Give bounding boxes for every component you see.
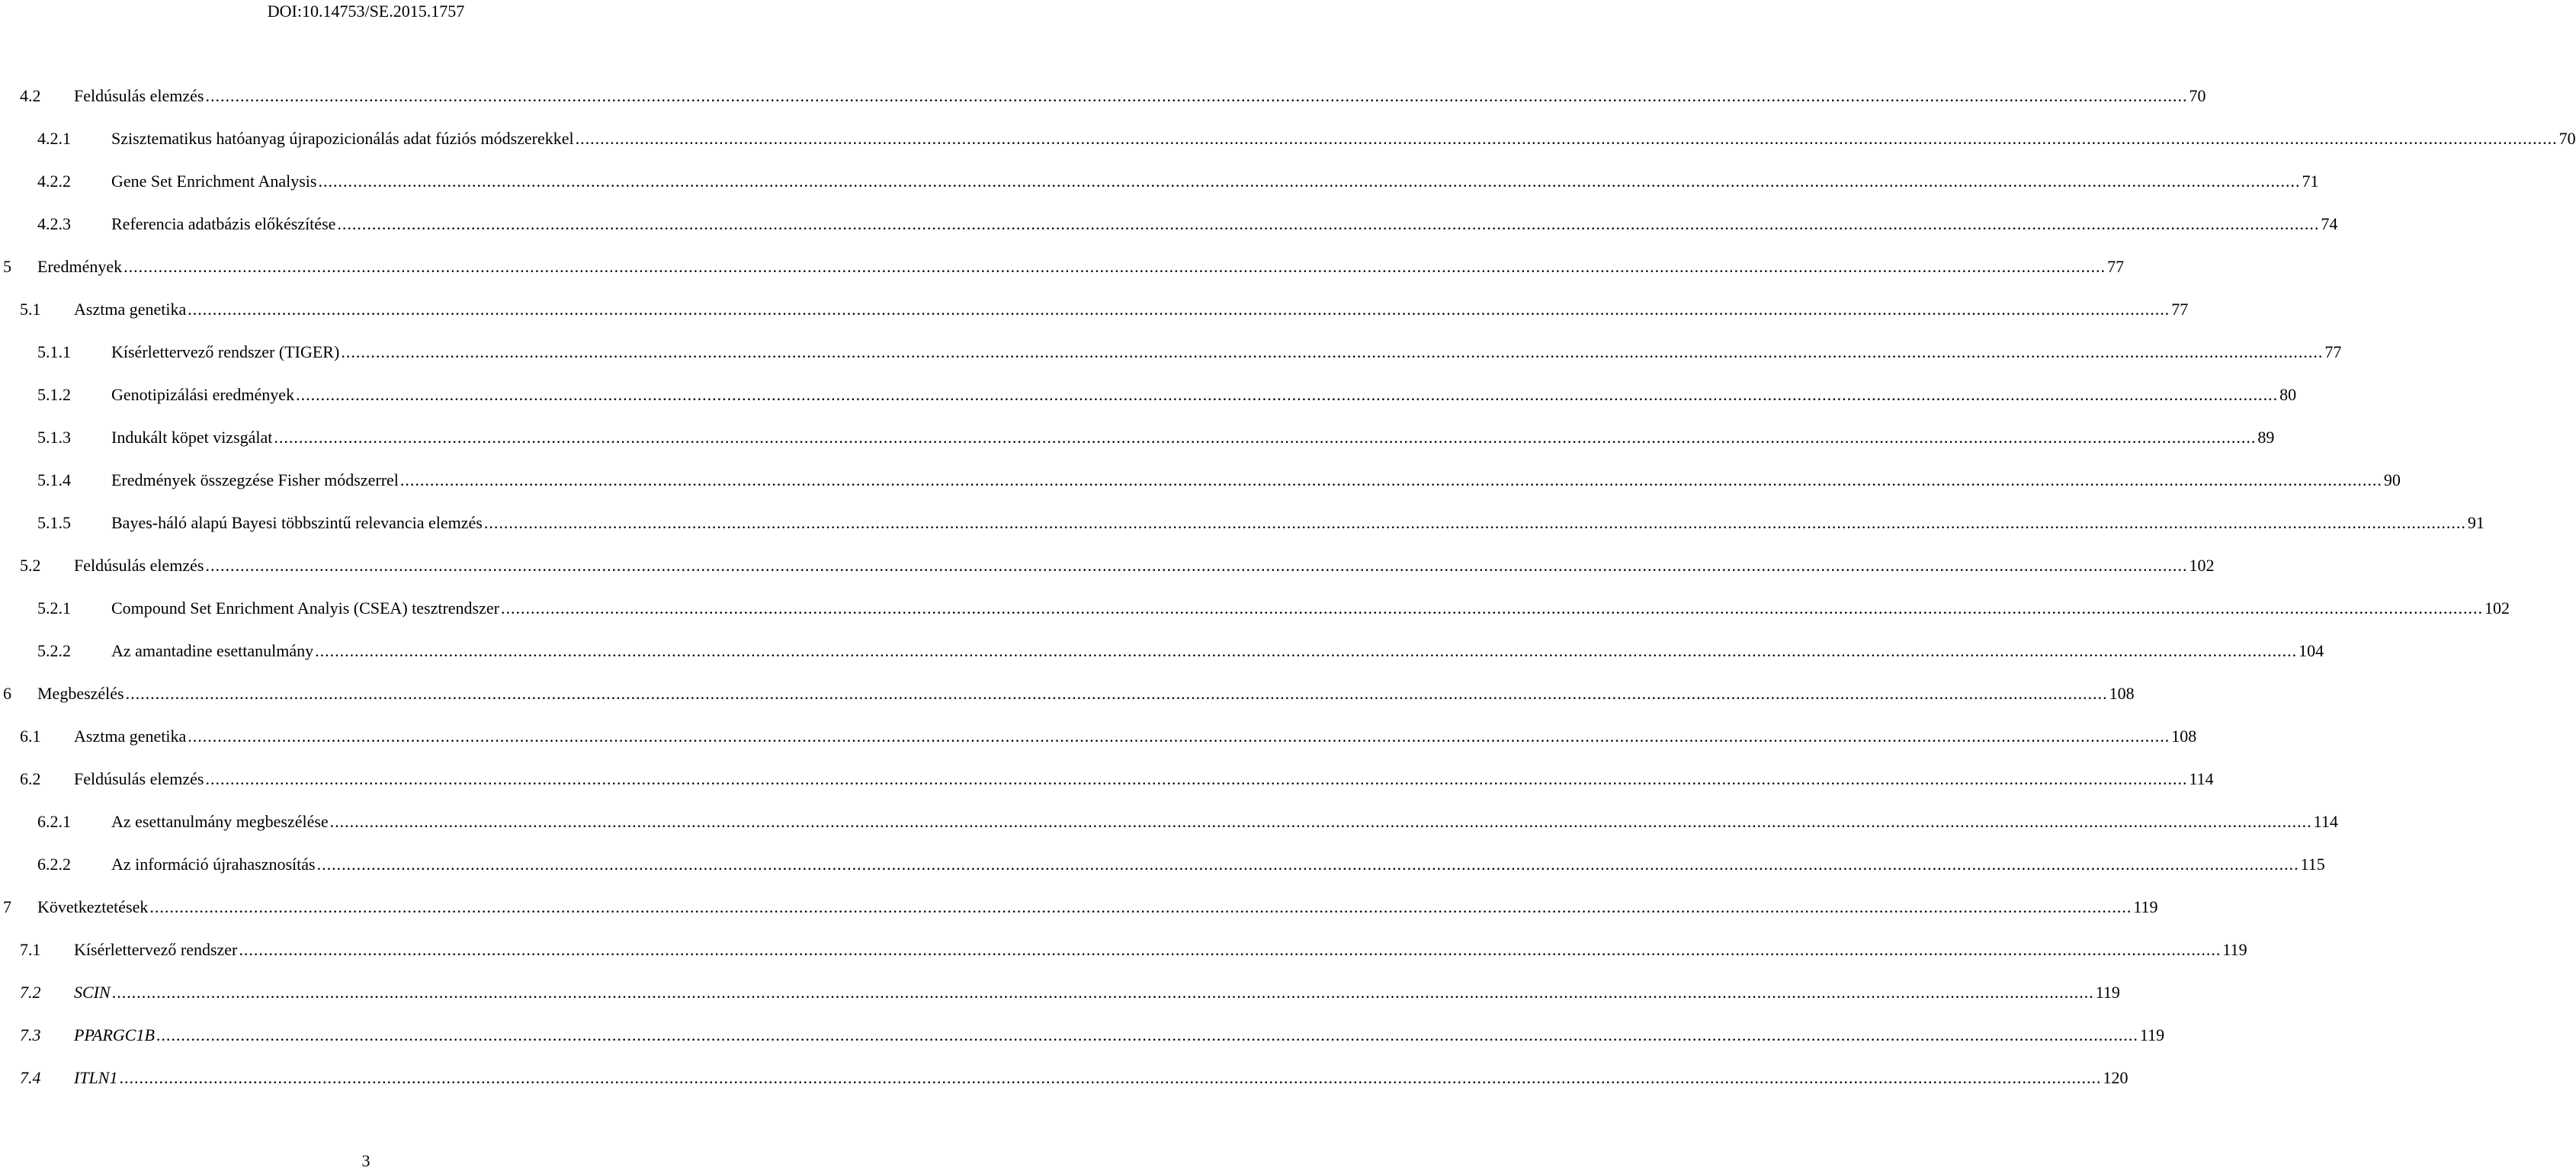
toc-entry-title[interactable]: Az információ újrahasznosítás	[111, 855, 316, 874]
toc-entry-title[interactable]: SCIN	[74, 983, 111, 1002]
toc-entry-title[interactable]: Asztma genetika	[74, 300, 187, 319]
dot-leader: ................................................................................................................................................................................................................................................................................................................................................................................................................	[399, 470, 2382, 489]
toc-entry[interactable]	[0, 672, 2135, 715]
toc-entry-line	[74, 929, 2247, 971]
toc-entry-page: 90	[2383, 470, 2401, 489]
toc-entry-line	[74, 75, 2206, 117]
toc-entry-page: 102	[2189, 556, 2215, 575]
toc-entry-number: 5.1.2	[37, 385, 71, 404]
toc-entry-page: 89	[2257, 428, 2275, 447]
toc-entry-title[interactable]: Indukált köpet vizsgálat	[111, 428, 273, 447]
doi-header: DOI:10.14753/SE.2015.1757	[267, 2, 465, 21]
toc-entry-line	[111, 843, 2325, 886]
toc-entry-page: 77	[2171, 300, 2189, 319]
toc-entry[interactable]	[0, 117, 2576, 160]
toc-entry-page: 77	[2107, 257, 2125, 276]
toc-entry[interactable]	[0, 886, 2158, 929]
toc-entry-line	[74, 715, 2197, 758]
toc-entry-number: 6.2.2	[37, 855, 71, 874]
toc-entry[interactable]	[0, 630, 2324, 672]
dot-leader: ................................................................................................................................................................................................................................................................................................................................................................................................................	[205, 556, 2188, 575]
toc-entry-line	[111, 160, 2319, 203]
toc-entry-title[interactable]: Referencia adatbázis előkészítése	[111, 214, 336, 233]
toc-entry[interactable]	[0, 1014, 2165, 1057]
toc-entry-line	[74, 758, 2214, 800]
toc-entry-title[interactable]: Eredmények összegzése Fisher módszerrel	[111, 470, 399, 489]
toc-entry[interactable]	[0, 800, 2338, 843]
toc-entry-number: 7.3	[20, 1025, 41, 1044]
toc-entry-title[interactable]: Feldúsulás elemzés	[74, 556, 204, 575]
toc-entry-number: 4.2	[20, 86, 41, 105]
toc-entry[interactable]	[0, 75, 2206, 117]
dot-leader: ................................................................................................................................................................................................................................................................................................................................................................................................................	[575, 129, 2558, 148]
toc-entry[interactable]	[0, 245, 2125, 288]
toc-entry-title[interactable]: Szisztematikus hatóanyag újrapozicionálás adat fúziós módszerekkel	[111, 129, 574, 148]
toc-entry[interactable]	[0, 374, 2297, 416]
toc-entry[interactable]	[0, 715, 2197, 758]
toc-entry-page: 70	[2558, 129, 2576, 148]
dot-leader: ................................................................................................................................................................................................................................................................................................................................................................................................................	[111, 983, 2094, 1002]
toc-entry-title[interactable]: Asztma genetika	[74, 727, 187, 746]
toc-entry-line	[111, 374, 2297, 416]
toc-entry[interactable]	[0, 288, 2189, 331]
toc-entry-number: 6.2.1	[37, 812, 71, 831]
dot-leader: ................................................................................................................................................................................................................................................................................................................................................................................................................	[316, 855, 2299, 874]
dot-leader: ................................................................................................................................................................................................................................................................................................................................................................................................................	[156, 1025, 2138, 1044]
toc-entry-title[interactable]: Gene Set Enrichment Analysis	[111, 172, 317, 191]
toc-entry[interactable]	[0, 971, 2120, 1014]
dot-leader: ................................................................................................................................................................................................................................................................................................................................................................................................................	[341, 342, 2324, 361]
dot-leader: ................................................................................................................................................................................................................................................................................................................................................................................................................	[483, 513, 2466, 532]
toc-entry-number: 7	[3, 897, 11, 916]
toc-entry-number: 6.1	[20, 727, 41, 746]
toc-entry-line	[74, 544, 2215, 587]
toc-entry-number: 5.1.1	[37, 342, 71, 361]
toc-entry-title[interactable]: Kísérlettervező rendszer (TIGER)	[111, 342, 340, 361]
toc-entry-line	[74, 288, 2189, 331]
toc-entry-number: 5.2.2	[37, 641, 71, 660]
toc-entry-line	[74, 1014, 2165, 1057]
toc-entry[interactable]	[0, 160, 2319, 203]
toc-entry-page: 115	[2300, 855, 2325, 874]
toc-entry-number: 5.1.4	[37, 470, 71, 489]
toc-entry-title[interactable]: PPARGC1B	[74, 1025, 155, 1044]
toc-entry-title[interactable]: Feldúsulás elemzés	[74, 769, 204, 788]
toc-entry-number: 4.2.3	[37, 214, 71, 233]
toc-entry-page: 77	[2324, 342, 2342, 361]
toc-entry[interactable]	[0, 758, 2214, 800]
dot-leader: ................................................................................................................................................................................................................................................................................................................................................................................................................	[274, 428, 2257, 447]
toc-entry-title[interactable]: Feldúsulás elemzés	[74, 86, 204, 105]
toc-entry-title[interactable]: Az esettanulmány megbeszélése	[111, 812, 329, 831]
dot-leader: ................................................................................................................................................................................................................................................................................................................................................................................................................	[337, 214, 2320, 233]
dot-leader: ................................................................................................................................................................................................................................................................................................................................................................................................................	[124, 257, 2106, 276]
toc-entry-title[interactable]: Eredmények	[37, 257, 123, 276]
toc-entry-line	[74, 1057, 2128, 1099]
toc-entry-number: 5.1	[20, 300, 41, 319]
toc-entry[interactable]	[0, 843, 2325, 886]
toc-entry-page: 120	[2103, 1068, 2128, 1087]
toc-entry-title[interactable]: Megbeszélés	[37, 684, 124, 703]
dot-leader: ................................................................................................................................................................................................................................................................................................................................................................................................................	[205, 86, 2188, 105]
toc-entry-number: 5.2.1	[37, 598, 71, 618]
dot-leader: ................................................................................................................................................................................................................................................................................................................................................................................................................	[205, 769, 2188, 788]
toc-entry-line	[111, 459, 2401, 502]
toc-entry-number: 6.2	[20, 769, 41, 788]
toc-entry-number: 6	[3, 684, 11, 703]
dot-leader: ................................................................................................................................................................................................................................................................................................................................................................................................................	[239, 940, 2222, 959]
dot-leader: ................................................................................................................................................................................................................................................................................................................................................................................................................	[500, 598, 2483, 618]
dot-leader: ................................................................................................................................................................................................................................................................................................................................................................................................................	[119, 1068, 2102, 1087]
toc-entry-number: 7.2	[20, 983, 41, 1002]
toc-entry-title[interactable]: ITLN1	[74, 1068, 118, 1087]
toc-entry[interactable]	[0, 203, 2338, 245]
toc-entry-title[interactable]: Az amantadine esettanulmány	[111, 641, 314, 660]
toc-entry-page: 104	[2299, 641, 2324, 660]
toc-entry-number: 4.2.2	[37, 172, 71, 191]
toc-entry-line	[111, 203, 2338, 245]
toc-entry-title[interactable]: Compound Set Enrichment Analyis (CSEA) tesztrendszer	[111, 598, 499, 618]
toc-entry-page: 119	[2139, 1025, 2165, 1044]
dot-leader: ................................................................................................................................................................................................................................................................................................................................................................................................................	[315, 641, 2298, 660]
toc-entry-line	[111, 502, 2485, 544]
page-number: 3	[361, 1151, 371, 1170]
toc-entry-line	[37, 672, 2135, 715]
dot-leader: ................................................................................................................................................................................................................................................................................................................................................................................................................	[296, 385, 2279, 404]
toc-entry-page: 70	[2189, 86, 2206, 105]
toc-entry[interactable]	[0, 1057, 2128, 1099]
toc-entry-page: 71	[2302, 172, 2319, 191]
toc-entry-line	[111, 416, 2275, 459]
toc-entry[interactable]	[0, 544, 2215, 587]
toc-entry-line	[74, 971, 2120, 1014]
toc-entry-number: 4.2.1	[37, 129, 71, 148]
toc-entry-number: 5.2	[20, 556, 41, 575]
table-of-contents	[0, 75, 2576, 1099]
dot-leader: ................................................................................................................................................................................................................................................................................................................................................................................................................	[149, 897, 2132, 916]
toc-entry[interactable]	[0, 587, 2510, 630]
toc-entry-title[interactable]: Kísérlettervező rendszer	[74, 940, 238, 959]
toc-entry-line	[111, 630, 2324, 672]
toc-entry-line	[111, 331, 2342, 374]
toc-entry-line	[111, 117, 2576, 160]
toc-entry-number: 5.1.5	[37, 513, 71, 532]
toc-entry-number: 7.1	[20, 940, 41, 959]
toc-entry-title[interactable]: Következtetések	[37, 897, 149, 916]
toc-entry[interactable]	[0, 502, 2485, 544]
toc-entry-page: 108	[2171, 727, 2197, 746]
toc-entry-line	[37, 886, 2158, 929]
toc-entry-line	[111, 800, 2338, 843]
toc-entry-page: 114	[2189, 769, 2214, 788]
toc-entry-number: 7.4	[20, 1068, 41, 1087]
toc-entry-page: 119	[2133, 897, 2158, 916]
toc-entry[interactable]	[0, 331, 2342, 374]
dot-leader: ................................................................................................................................................................................................................................................................................................................................................................................................................	[188, 300, 2170, 319]
toc-entry-page: 114	[2313, 812, 2338, 831]
toc-entry-page: 119	[2222, 940, 2247, 959]
toc-entry-line	[111, 587, 2510, 630]
toc-entry-page: 108	[2109, 684, 2135, 703]
toc-entry-page: 80	[2279, 385, 2297, 404]
toc-entry-number: 5	[3, 257, 11, 276]
dot-leader: ................................................................................................................................................................................................................................................................................................................................................................................................................	[329, 812, 2312, 831]
toc-entry[interactable]	[0, 416, 2275, 459]
toc-entry-line	[37, 245, 2125, 288]
toc-entry-title[interactable]: Bayes-háló alapú Bayesi többszintű relevancia elemzés	[111, 513, 483, 532]
toc-entry-number: 5.1.3	[37, 428, 71, 447]
toc-entry-page: 102	[2484, 598, 2510, 618]
toc-entry-page: 119	[2095, 983, 2120, 1002]
toc-entry[interactable]	[0, 459, 2401, 502]
toc-entry[interactable]	[0, 929, 2247, 971]
toc-entry-page: 91	[2467, 513, 2485, 532]
toc-entry-page: 74	[2321, 214, 2338, 233]
dot-leader: ................................................................................................................................................................................................................................................................................................................................................................................................................	[318, 172, 2301, 191]
dot-leader: ................................................................................................................................................................................................................................................................................................................................................................................................................	[125, 684, 2108, 703]
toc-entry-title[interactable]: Genotipizálási eredmények	[111, 385, 295, 404]
dot-leader: ................................................................................................................................................................................................................................................................................................................................................................................................................	[188, 727, 2170, 746]
